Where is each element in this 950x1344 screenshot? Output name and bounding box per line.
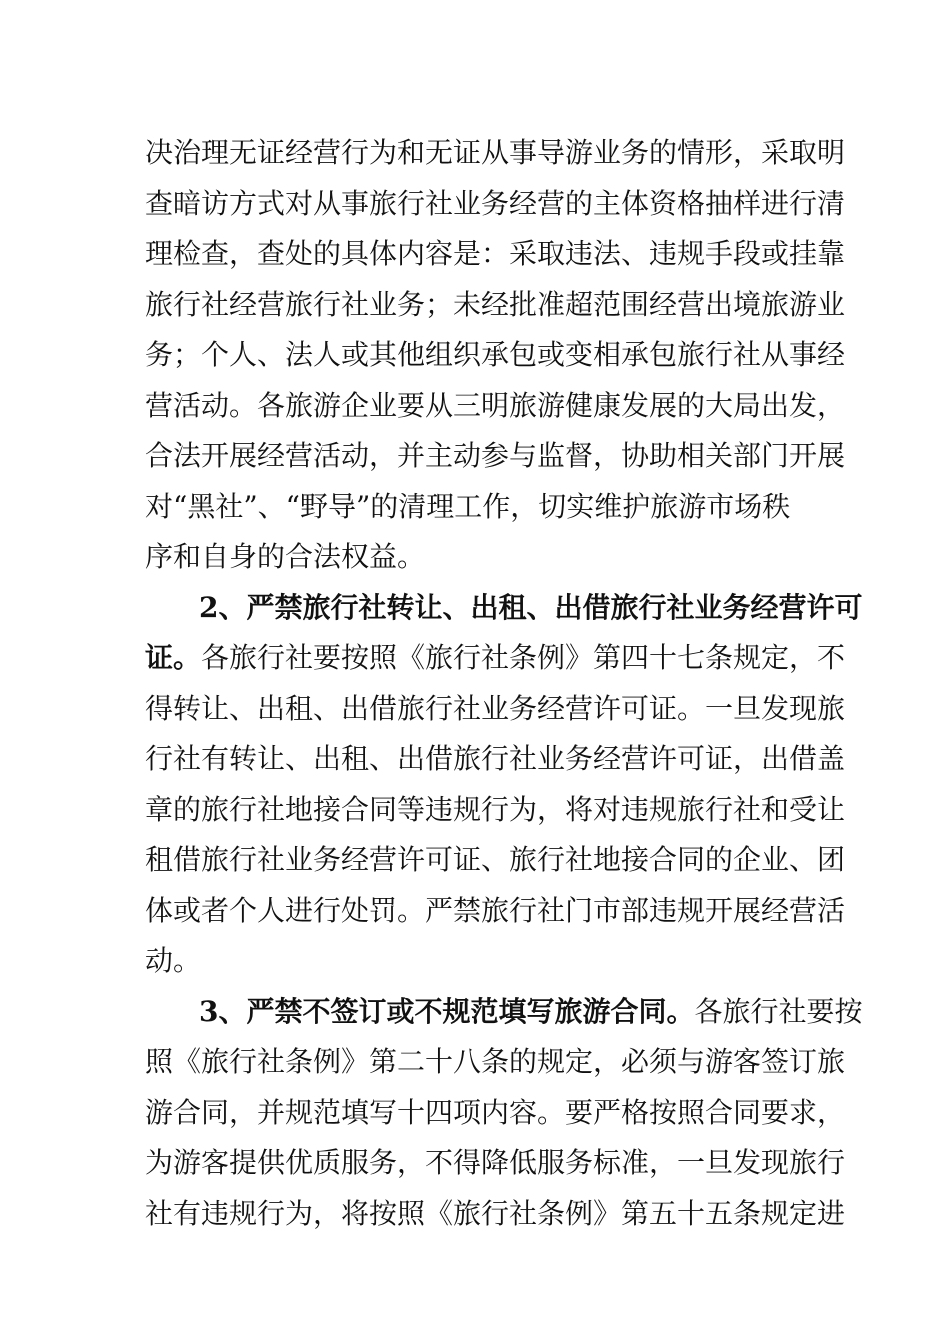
paragraph-3-line — [145, 987, 863, 1038]
paragraph-1-line: 序和自身的合法权益。 — [145, 540, 426, 573]
paragraph-2-line — [145, 633, 846, 684]
paragraph-1-line: 对“黑社”、“野导”的清理工作，切实维护旅游市场秩 — [145, 489, 791, 523]
paragraph-1-line: 营活动。各旅游企业要从三明旅游健康发展的大局出发， — [145, 388, 846, 422]
paragraph-3-text: 各旅行社要按 — [694, 994, 863, 1028]
paragraph-2-line: 体或者个人进行处罚。严禁旅行社门市部违规开展经营活 — [145, 893, 846, 927]
paragraph-1-line: 合法开展经营活动，并主动参与监督，协助相关部门开展 — [145, 439, 846, 472]
paragraph-3-line: 为游客提供优质服务，不得降低服务标准，一旦发现旅行 — [145, 1146, 846, 1179]
paragraph-2-heading: 2、严禁旅行社转让、出租、出借旅行社业务经营许可 — [199, 590, 863, 624]
paragraph-2-heading-end: 证。 — [145, 641, 202, 674]
paragraph-1-line: 查暗访方式对从事旅行社业务经营的主体资格抽样进行清 — [145, 186, 846, 220]
paragraph-2-line: 租借旅行社业务经营许可证、旅行社地接合同的企业、团 — [145, 843, 846, 876]
paragraph-3-heading: 3、严禁不签订或不规范填写旅游合同。 — [199, 994, 695, 1028]
paragraph-2-line: 行社有转让、出租、出借旅行社业务经营许可证，出借盖 — [145, 742, 846, 775]
paragraph-1-line: 务；个人、法人或其他组织承包或变相承包旅行社从事经 — [145, 338, 846, 371]
paragraph-1-line: 决治理无证经营行为和无证从事导游业务的情形，采取明 — [145, 136, 846, 169]
paragraph-2-line: 得转让、出租、出借旅行社业务经营许可证。一旦发现旅 — [145, 691, 846, 725]
paragraph-1-line: 理检查，查处的具体内容是：采取违法、违规手段或挂靠 — [145, 237, 846, 270]
document-body — [145, 128, 863, 1239]
paragraph-2-text: 各旅行社要按照《旅行社条例》第四十七条规定，不 — [201, 641, 846, 674]
paragraph-3-line: 社有违规行为，将按照《旅行社条例》第五十五条规定进 — [145, 1196, 846, 1230]
paragraph-3-line: 游合同，并规范填写十四项内容。要严格按照合同要求， — [145, 1095, 846, 1129]
paragraph-2-line: 章的旅行社地接合同等违规行为，将对违规旅行社和受让 — [145, 792, 846, 826]
paragraph-3-line: 照《旅行社条例》第二十八条的规定，必须与游客签订旅 — [145, 1045, 846, 1078]
paragraph-2-line: 动。 — [145, 944, 202, 977]
paragraph-1-line: 旅行社经营旅行社业务；未经批准超范围经营出境旅游业 — [145, 287, 846, 321]
